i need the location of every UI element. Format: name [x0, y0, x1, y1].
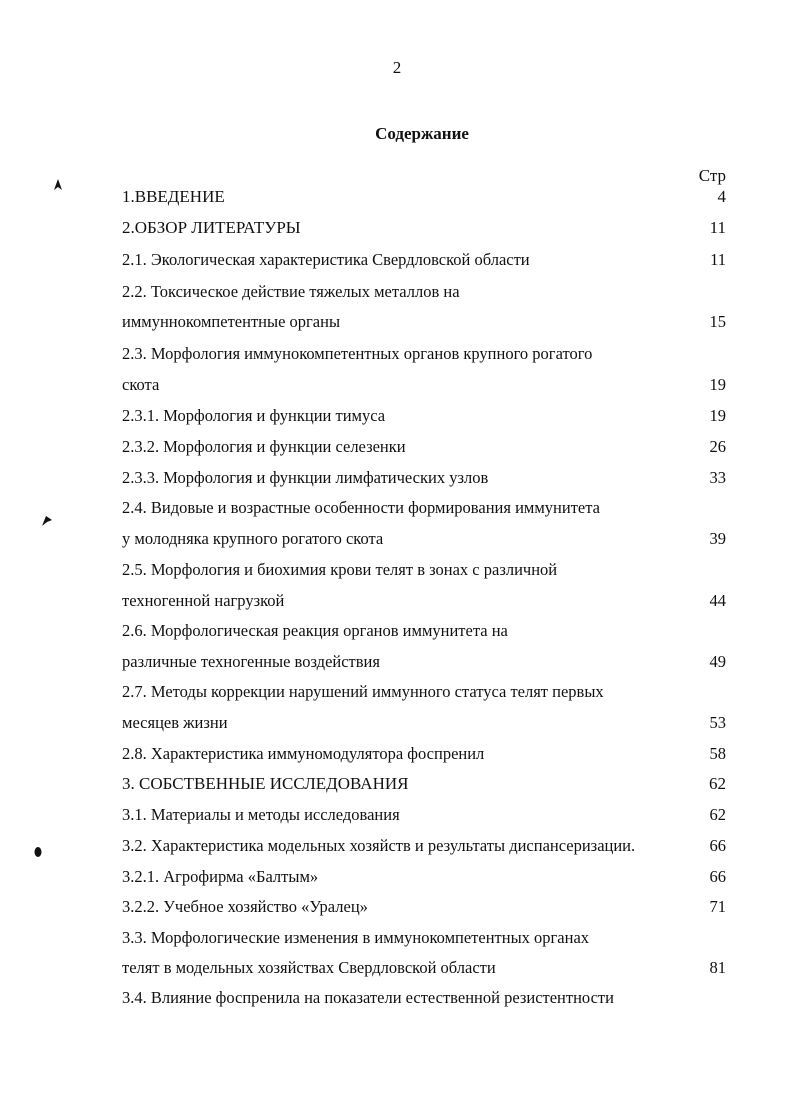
toc-entry — [122, 680, 726, 704]
toc-entry-text: 2.5. Морфология и биохимия крови телят в зонах с различной — [122, 560, 558, 579]
toc-entry-text: 3.2. Характеристика модельных хозяйств и результаты диспансеризации. — [122, 836, 636, 855]
toc-entry — [122, 248, 726, 272]
toc-entry — [122, 527, 726, 551]
toc-entry — [122, 650, 726, 674]
page-number: 2 — [392, 58, 402, 77]
toc-entry-page: 62 — [709, 774, 726, 793]
toc-entry — [122, 216, 726, 240]
toc-entry — [122, 956, 726, 980]
toc-entry-text: у молодняка крупного рогатого скота — [122, 529, 384, 548]
toc-entry-page: 62 — [709, 805, 726, 824]
toc-title: Содержание — [375, 124, 469, 143]
toc-entry — [122, 466, 726, 490]
toc-entry-text: телят в модельных хозяйствах Свердловской области — [122, 958, 496, 977]
toc-entry — [122, 865, 726, 889]
toc-entry — [122, 589, 726, 613]
toc-entry-text: 2.3.3. Морфология и функции лимфатических узлов — [122, 468, 489, 487]
toc-entry-page: 4 — [717, 187, 726, 206]
toc-entry-text: различные техногенные воздействия — [122, 652, 380, 671]
toc-entry-page: 49 — [709, 652, 726, 671]
toc-entry-text: иммуннокомпетентные органы — [122, 312, 341, 331]
toc-entry-page: 15 — [709, 312, 726, 331]
toc-entry — [122, 834, 726, 858]
toc-entry-text: 2.2. Токсическое действие тяжелых металлов на — [122, 282, 460, 301]
toc-entry-text: 3.2.1. Агрофирма «Балтым» — [122, 867, 319, 886]
toc-entry — [122, 342, 726, 366]
toc-entry-page: 44 — [709, 591, 726, 610]
toc-entry-text: 2.ОБЗОР ЛИТЕРАТУРЫ — [122, 218, 301, 237]
page-column-header: Стр — [698, 166, 726, 185]
toc-entry-text: скота — [122, 375, 160, 394]
toc-entry-page: 81 — [709, 958, 726, 977]
toc-entry-page: 66 — [709, 867, 726, 886]
toc-entry — [122, 496, 726, 520]
toc-entry-text: 3.3. Морфологические изменения в иммунокомпетентных органах — [122, 928, 590, 947]
toc-entry — [122, 619, 726, 643]
toc-entry — [122, 742, 726, 766]
toc-entry-text: 3.4. Влияние фоспренила на показатели естественной резистентности — [122, 988, 614, 1007]
toc-entry-page: 33 — [709, 468, 726, 487]
toc-entry-text: 2.8. Характеристика иммуномодулятора фоспренил — [122, 744, 485, 763]
toc-entry-page: 19 — [709, 406, 726, 425]
toc-entry-text: 2.1. Экологическая характеристика Свердловской области — [122, 250, 530, 269]
toc-entry-text: 2.4. Видовые и возрастные особенности формирования иммунитета — [122, 498, 600, 517]
toc-entry-text: 1.ВВЕДЕНИЕ — [122, 187, 225, 206]
toc-entry-page: 11 — [710, 250, 726, 269]
toc-entry-page: 66 — [709, 836, 726, 855]
toc-entry-page: 39 — [709, 529, 726, 548]
toc-entry — [122, 772, 726, 796]
toc-entry — [122, 435, 726, 459]
toc-entry-text: 2.6. Морфологическая реакция органов иммунитета на — [122, 621, 508, 640]
toc-entry-page: 26 — [709, 437, 726, 456]
toc-entry-text: 2.3.1. Морфология и функции тимуса — [122, 406, 386, 425]
toc-entry-text: 3. СОБСТВЕННЫЕ ИССЛЕДОВАНИЯ — [122, 774, 409, 793]
toc-entry — [122, 185, 726, 209]
toc-entry-page: 19 — [709, 375, 726, 394]
toc-entry — [122, 558, 726, 582]
toc-entry-text: 2.3. Морфология иммунокомпетентных органов крупного рогатого — [122, 344, 593, 363]
toc-entry — [122, 895, 726, 919]
toc-entry-page: 58 — [709, 744, 726, 763]
toc-entry — [122, 986, 726, 1010]
toc-entry-text: 2.7. Методы коррекции нарушений иммунного статуса телят первых — [122, 682, 604, 701]
toc-entry-page: 11 — [709, 218, 726, 237]
toc-entry-text: 3.2.2. Учебное хозяйство «Уралец» — [122, 897, 368, 916]
toc-entry — [122, 404, 726, 428]
toc-entry-page: 71 — [709, 897, 726, 916]
toc-entry — [122, 373, 726, 397]
toc-entry-text: техногенной нагрузкой — [122, 591, 285, 610]
toc-entry-text: месяцев жизни — [122, 713, 228, 732]
toc-entry — [122, 310, 726, 334]
toc-entry-page: 53 — [709, 713, 726, 732]
toc-entry — [122, 711, 726, 735]
toc-entry — [122, 803, 726, 827]
toc-entry — [122, 280, 726, 304]
toc-entry-text: 2.3.2. Морфология и функции селезенки — [122, 437, 406, 456]
toc-entry — [122, 926, 726, 950]
toc-entry-text: 3.1. Материалы и методы исследования — [122, 805, 400, 824]
